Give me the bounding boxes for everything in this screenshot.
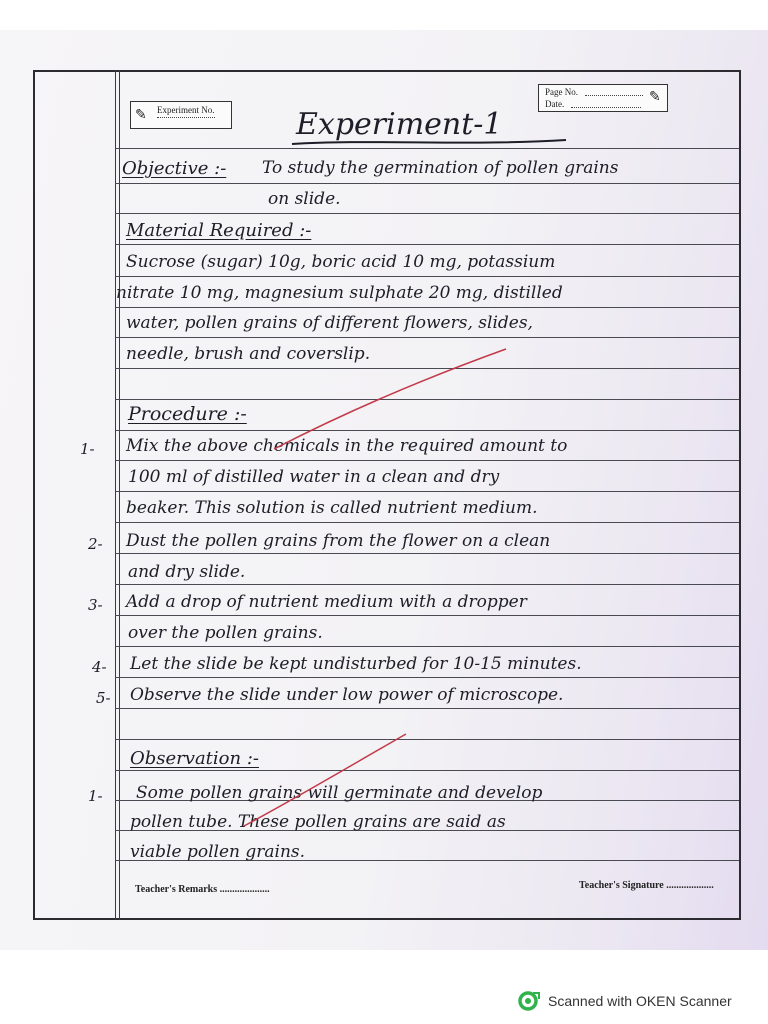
step-number: 1-: [80, 440, 95, 458]
page-date-box: [538, 84, 668, 112]
rule-line: [115, 770, 739, 771]
rule-line: [115, 244, 739, 245]
rule-line: [115, 213, 739, 214]
procedure-line: Let the slide be kept undisturbed for 10-15 minutes.: [130, 654, 582, 674]
observation-heading: Observation :-: [130, 748, 259, 769]
step-number: 4-: [92, 658, 107, 676]
procedure-line: Observe the slide under low power of microscope.: [130, 685, 564, 705]
rule-line: [115, 276, 739, 277]
title-underline: [290, 136, 570, 148]
observation-line: Some pollen grains will germinate and develop: [136, 783, 543, 803]
oken-scanner-logo-icon: [518, 991, 540, 1011]
rule-line: [115, 307, 739, 308]
rule-line: [115, 148, 739, 149]
rule-line: [115, 491, 739, 492]
materials-line: needle, brush and coverslip.: [126, 344, 371, 364]
rule-line: [115, 739, 739, 740]
date-label: Date.: [545, 99, 565, 109]
rule-line: [115, 646, 739, 647]
objective-text: on slide.: [268, 189, 341, 209]
step-number: 3-: [88, 596, 103, 614]
procedure-line: Dust the pollen grains from the flower on a clean: [126, 531, 551, 551]
rule-line: [115, 522, 739, 523]
materials-line: nitrate 10 mg, magnesium sulphate 20 mg, distilled: [116, 283, 563, 303]
experiment-no-blank: [157, 117, 215, 118]
red-check-mark: [240, 730, 410, 830]
procedure-heading: Procedure :-: [128, 403, 247, 425]
teachers-remarks: Teacher's Remarks ....................: [135, 884, 270, 895]
procedure-line: Add a drop of nutrient medium with a dropper: [126, 592, 527, 612]
procedure-line: 100 ml of distilled water in a clean and dry: [128, 467, 500, 487]
objective-text: To study the germination of pollen grains: [262, 158, 619, 178]
rule-line: [115, 183, 739, 184]
rule-line: [115, 337, 739, 338]
experiment-no-label: Experiment No.: [157, 105, 215, 115]
page-no-label: Page No.: [545, 87, 578, 97]
teachers-signature: Teacher's Signature ...................: [579, 880, 714, 891]
step-number: 2-: [88, 535, 103, 553]
rule-line: [115, 460, 739, 461]
materials-heading: Material Required :-: [126, 220, 312, 241]
rule-line: [115, 584, 739, 585]
pen-icon: ✎: [649, 90, 661, 105]
experiment-no-box: [130, 101, 232, 129]
step-number: 5-: [96, 689, 111, 707]
scanner-watermark: [518, 991, 732, 1011]
step-number: 1-: [88, 787, 103, 805]
materials-line: Sucrose (sugar) 10g, boric acid 10 mg, potassium: [126, 252, 556, 272]
page-title: Experiment-1: [296, 107, 503, 142]
observation-line: pollen tube. These pollen grains are said as: [130, 812, 506, 832]
procedure-line: Mix the above chemicals in the required amount to: [126, 436, 568, 456]
red-check-mark: [270, 345, 510, 455]
procedure-line: and dry slide.: [128, 562, 246, 582]
rule-line: [115, 708, 739, 709]
scanner-label: Scanned with OKEN Scanner: [548, 993, 732, 1009]
margin-line-left: [115, 70, 116, 920]
observation-line: viable pollen grains.: [130, 842, 306, 862]
margin-line-right: [119, 70, 120, 920]
page-no-blank: [585, 95, 643, 96]
rule-line: [115, 615, 739, 616]
pen-icon: ✎: [135, 108, 147, 123]
procedure-line: beaker. This solution is called nutrient medium.: [126, 498, 538, 518]
date-blank: [571, 107, 641, 108]
objective-heading: Objective :-: [122, 158, 227, 179]
procedure-line: over the pollen grains.: [128, 623, 323, 643]
materials-line: water, pollen grains of different flowers, slides,: [126, 313, 533, 333]
rule-line: [115, 553, 739, 554]
rule-line: [115, 677, 739, 678]
